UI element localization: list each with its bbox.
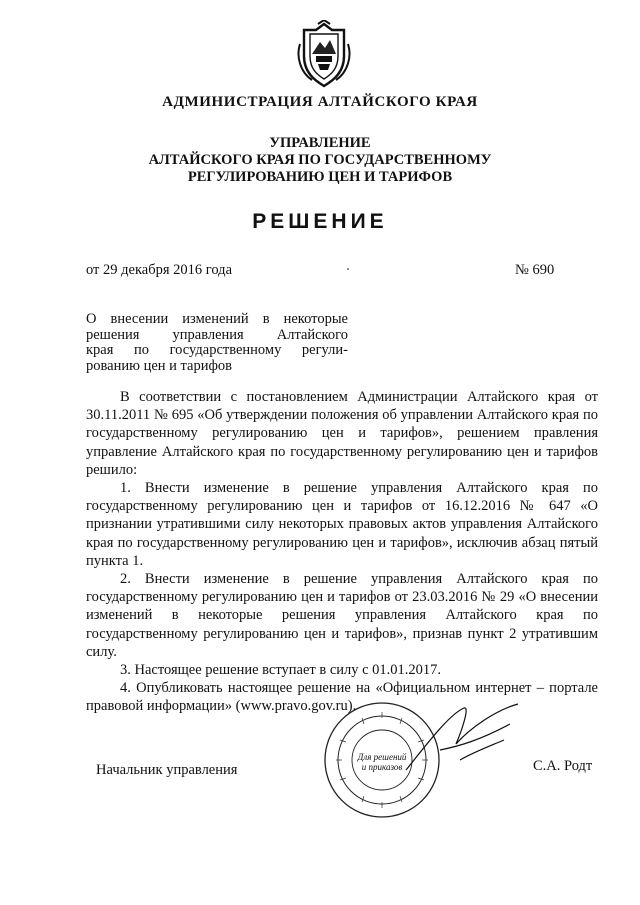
item-paragraph-2: 2. Внести изменение в решение управления Алтайского края по государственному регулированию цен и тарифов от 23.03.2016 № 29 «О внесении изменений в некоторые решения управления Алтайского края по государственному регулированию цен и тарифов», признав пункт 2 утратившим силу. xyxy=(86,571,598,660)
subject-line: решения управления Алтайского xyxy=(86,326,348,343)
document-title: РЕШЕНИЕ xyxy=(252,210,388,233)
stamp-inner-line: Для решений xyxy=(357,752,407,762)
stamp-inner-line: и приказов xyxy=(361,762,403,772)
department-line: АЛТАЙСКОГО КРАЯ ПО ГОСУДАРСТВЕННОМУ xyxy=(148,152,492,168)
document-body xyxy=(86,388,598,716)
subject-line: О внесении изменений в некоторые xyxy=(86,311,348,327)
signatory-title: Начальник управления xyxy=(96,762,238,778)
document-number: № 690 xyxy=(515,262,555,278)
document-subject xyxy=(86,312,348,374)
administration-name: АДМИНИСТРАЦИЯ АЛТАЙСКОГО КРАЯ xyxy=(162,94,478,110)
item-paragraph-4: 4. Опубликовать настоящее решение на «Официальном интернет – портале правовой информации» (www.pravo.gov.ru). xyxy=(86,680,598,715)
subject-line: рованию цен и тарифов xyxy=(86,357,232,374)
scan-dot xyxy=(347,268,349,270)
item-paragraph-3: 3. Настоящее решение вступает в силу с 01.01.2017. xyxy=(120,662,442,679)
signatory-name: С.А. Родт xyxy=(533,758,593,774)
department-name xyxy=(0,135,640,186)
subject-line: края по государственному регули- xyxy=(86,342,348,358)
handwritten-signature xyxy=(400,700,530,780)
department-line: РЕГУЛИРОВАНИЮ ЦЕН И ТАРИФОВ xyxy=(187,169,453,185)
document-date: от 29 декабря 2016 года xyxy=(86,262,232,278)
department-line: УПРАВЛЕНИЕ xyxy=(269,135,371,151)
item-paragraph-1: 1. Внести изменение в решение управления Алтайского края по государственному регулированию цен и тарифов от 16.12.2016 № 647 «О признании утратившими силу некоторых правовых актов управления Алтайского края по государственному регулированию цен и тарифов», исключив абзац пятый пункта 1. xyxy=(86,480,598,569)
coat-of-arms-emblem xyxy=(292,20,356,90)
preamble-paragraph: В соответствии с постановлением Администрации Алтайского края от 30.11.2011 № 695 «Об утверждении положения об управлении Алтайского края по государственному регулированию цен и тарифов», решением правления управление Алтайского края по государственному регулированию цен и тарифов решило: xyxy=(86,389,598,478)
